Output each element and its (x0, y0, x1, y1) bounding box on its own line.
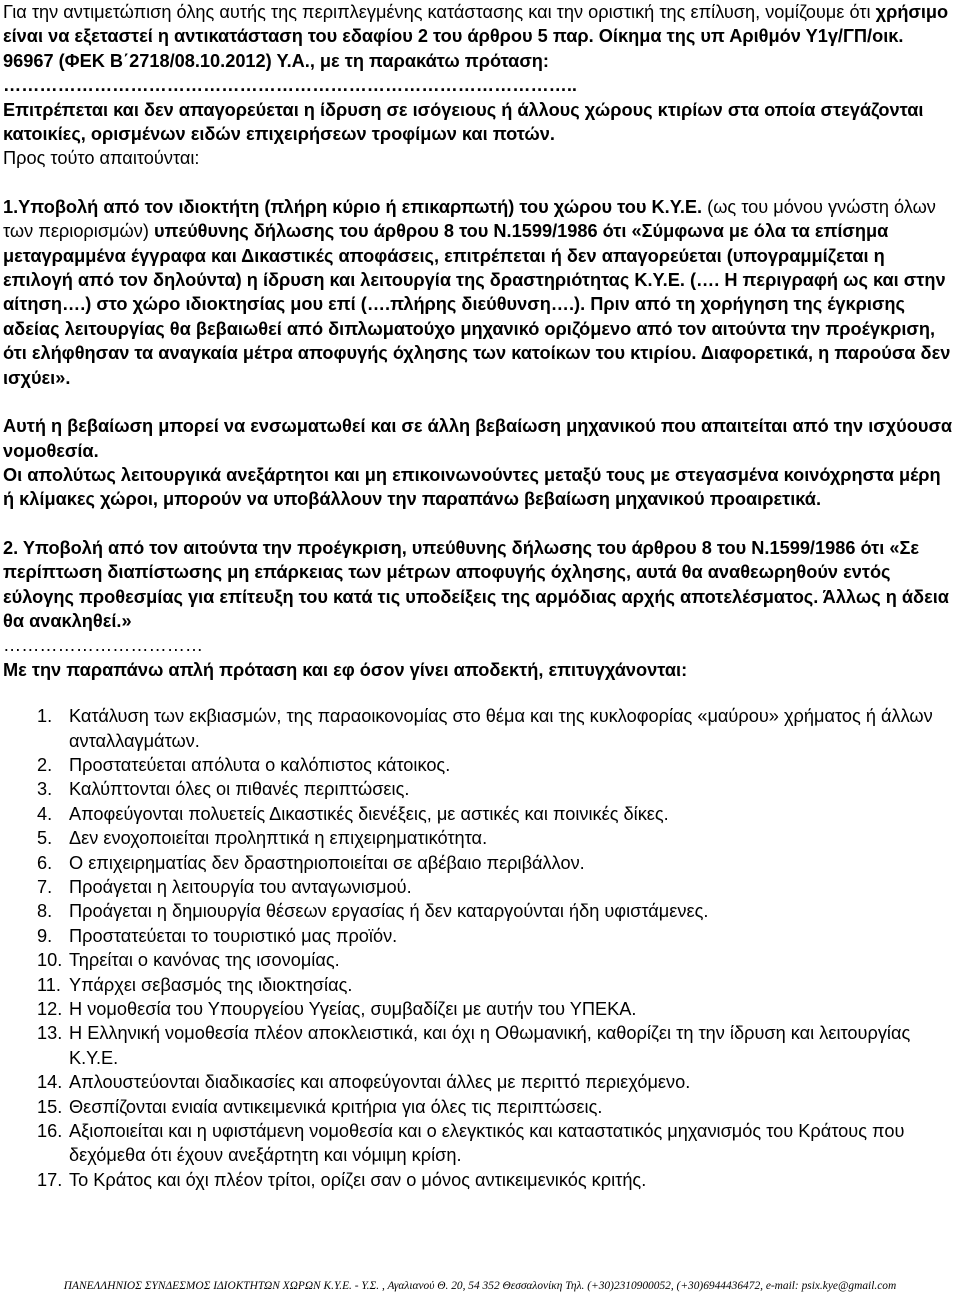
footer-contact: ΠΑΝΕΛΛΗΝΙΟΣ ΣΥΝΔΕΣΜΟΣ ΙΔΙΟΚΤΗΤΩΝ ΧΩΡΩΝ Κ.Υ.Ε. - Υ.Σ. , Αγαλιανού Θ. 20, 54 352 Θεσσαλονίκη Τηλ. (+30)2310900052, (+30)6944436472, e-mail: psix.kye@gmail.com (63, 1280, 897, 1292)
list-item-text: Ο επιχειρηματίας δεν δραστηριοποιείται σε αβέβαιο περιβάλλον. (69, 852, 585, 873)
list-item-number: 7. (37, 877, 53, 897)
list-item-text: Κατάλυση των εκβιασμών, της παραοικονομίας στο θέμα και της κυκλοφορίας «μαύρου» χρήματος ή άλλων ανταλλαγμάτων. (69, 706, 933, 751)
list-item (3, 997, 955, 1021)
list-item (3, 1070, 955, 1094)
list-item-number: 8. (37, 901, 53, 922)
list-item-text: Καλύπτονται όλες οι πιθανές περιπτώσεις. (69, 779, 410, 800)
list-item (3, 777, 955, 801)
spacer (3, 512, 955, 536)
list-item-number: 14. (37, 1072, 63, 1093)
list-item-number: 11. (37, 974, 61, 995)
list-item-text: Απλουστεύονται διαδικασίες και αποφεύγονται άλλες με περιττό περιεχόμενο. (69, 1072, 691, 1093)
list-item-text: Το Κράτος και όχι πλέον τρίτοι, ορίζει σαν ο μόνος αντικειμενικός κριτής. (69, 1169, 647, 1190)
list-item-number: 9. (37, 925, 53, 946)
list-item-number: 6. (37, 852, 53, 873)
list-item-text: Προάγεται η δημιουργία θέσεων εργασίας ή δεν καταργούνται ήδη υφιστάμενες. (69, 901, 709, 922)
list-item (3, 851, 955, 875)
list-item (3, 1095, 955, 1119)
list-item (3, 1021, 955, 1070)
list-item-number: 4. (37, 803, 53, 824)
list-item-number: 13. (37, 1023, 63, 1044)
list-item-number: 10. (37, 950, 63, 971)
independent-spaces-paragraph: Οι απολύτως λειτουργικά ανεξάρτητοι και μη επικοινωνούντες μεταξύ τους με στεγασμένα κοινόχρηστα μέρη ή κλίμακες χώροι, μπορούν να υποβάλλουν την παραπάνω βεβαίωση μηχανικού προαιρετικά. (3, 464, 941, 510)
list-item-number: 16. (37, 1121, 63, 1142)
spacer (3, 390, 955, 414)
item-1-bold: 1.Υποβολή από τον ιδιοκτήτη (πλήρη κύριο ή επικαρπωτή) του χώρου του Κ.Υ.Ε. (3, 196, 703, 217)
item-1-paragraph (3, 195, 955, 390)
list-item-text: Αξιοποιείται και η υφιστάμενη νομοθεσία και ο ελεγκτικός και καταστατικός μηχανισμός του Κράτους που δεχόμεθα ότι έχουν ανεξάρτητη και νόμιμη κρίση. (69, 1121, 905, 1166)
list-item-number: 5. (37, 828, 53, 849)
achievements-heading: Με την παραπάνω απλή πρόταση και εφ όσον γίνει αποδεκτή, επιτυγχάνονται: (3, 659, 688, 680)
list-item-text: Τηρείται ο κανόνας της ισονομίας. (69, 950, 340, 971)
list-item-number: 2. (37, 754, 53, 775)
list-item-number: 15. (37, 1096, 63, 1117)
list-item-text: Προστατεύεται το τουριστικό μας προϊόν. (69, 925, 398, 946)
list-item-text: Θεσπίζονται ενιαία αντικειμενικά κριτήρια για όλες τις περιπτώσεις. (69, 1096, 603, 1117)
list-item-text: Δεν ενοχοποιείται προληπτικά η επιχειρηματικότητα. (69, 828, 488, 849)
proposal-text: Επιτρέπεται και δεν απαγορεύεται η ίδρυση σε ισόγειους ή άλλους χώρους κτιρίων στα οποία στεγάζονται κατοικίες, ορισμένων ειδών επιχειρήσεων τροφίμων και ποτών. (3, 99, 924, 145)
item-1-normal: (ως του μόνου γνώστη όλων των περιορισμών) (3, 196, 936, 242)
list-item-text: Προστατεύεται απόλυτα ο καλόπιστος κάτοικος. (69, 754, 451, 775)
intro-bold-text: χρήσιμο είναι να εξεταστεί η αντικατάσταση του εδαφίου 2 του άρθρου 5 παρ. Οίκημα της υπ Αριθμόν Υ1γ/ΓΠ/οικ. 96967 (ΦΕΚ Β΄2718/08.10.2012) Υ.Α., με τη παρακάτω πρόταση: (3, 2, 949, 71)
list-item-text: Η Ελληνική νομοθεσία πλέον αποκλειστικά, και όχι η Οθωμανική, καθορίζει τη την ίδρυση και λειτουργίας Κ.Υ.Ε. (69, 1023, 911, 1068)
list-item (3, 924, 955, 948)
list-item-text: Προάγεται η λειτουργία του ανταγωνισμού. (69, 877, 412, 897)
achievements-list (3, 704, 955, 1192)
list-item (3, 802, 955, 826)
list-item-number: 1. (37, 706, 53, 727)
list-item (3, 973, 955, 997)
item-2-paragraph: 2. Υποβολή από τον αιτούντα την προέγκριση, υπεύθυνης δήλωσης του άρθρου 8 του Ν.1599/1986 ότι «Σε περίπτωση διαπίστωσης μη επάρκειας των μέτρων αποφυγής όχλησης, αυτά θα αναθεωρηθούν εντός εύλογης προθεσμίας για επίτευξη του κατά τις υποδείξεις της αρμόδιας αρχής αποτελέσματος. Άλλως η άδεια θα ανακληθεί.» (3, 537, 949, 631)
requirement-text: Προς τούτο απαιτούνται: (3, 148, 200, 169)
list-item (3, 826, 955, 850)
list-item-number: 12. (37, 999, 63, 1020)
item-1-declaration: υπεύθυνης δήλωσης του άρθρου 8 του Ν.1599/1986 ότι «Σύμφωνα με όλα τα επίσημα μεταγραμμένα έγγραφα και Δικαστικές αποφάσεις, επιτρέπεται ή δεν απαγορεύεται (υπογραμμίζεται η επιλογή από τον δηλούντα) η ίδρυση και λειτουργία της δραστηριότητας Κ.Υ.Ε. (…. Η περιγραφή ως και στην αίτηση….) στο χώρο ιδιοκτησίας μου επί (….πλήρης διεύθυνση….). Πριν από τη χορήγηση της έγκρισης αδείας λειτουργίας θα βεβαιωθεί από διπλωματούχο μηχανικό οριζόμενο από τον αιτούντα την προέγκριση, ότι ελήφθησαν τα αναγκαία μέτρα αποφυγής όχλησης των κατοίκων του κτιρίου. Διαφορετικά, η παρούσα δεν ισχύει». (3, 221, 951, 388)
list-item-text: Η νομοθεσία του Υπουργείου Υγείας, συμβαδίζει με αυτήν του ΥΠΕΚΑ. (69, 999, 637, 1020)
list-item (3, 1168, 955, 1192)
list-item (3, 1119, 955, 1168)
spacer (3, 171, 955, 195)
list-item-number: 17. (37, 1169, 63, 1190)
list-item (3, 753, 955, 777)
list-item-text: Αποφεύγονται πολυετείς Δικαστικές διενέξεις, με αστικές και ποινικές δίκες. (69, 803, 669, 824)
list-item (3, 899, 955, 923)
dots-short-separator: …………………………… (3, 635, 204, 656)
certificate-paragraph: Αυτή η βεβαίωση μπορεί να ενσωματωθεί και σε άλλη βεβαίωση μηχανικού που απαιτείται από την ισχύουσα νομοθεσία. (3, 416, 953, 461)
list-item-text: Υπάρχει σεβασμός της ιδιοκτησίας. (69, 974, 353, 995)
list-item (3, 875, 955, 899)
dots-separator: ………………………………………………………………………………….. (3, 75, 577, 96)
list-item-number: 3. (37, 779, 53, 800)
intro-text: Για την αντιμετώπιση όλης αυτής της περιπλεγμένης κατάστασης και την οριστική της επίλυση, νομίζουμε ότι (3, 2, 876, 22)
document-page (3, 0, 955, 1192)
intro-paragraph (3, 0, 955, 73)
list-item (3, 948, 955, 972)
list-item (3, 704, 955, 753)
